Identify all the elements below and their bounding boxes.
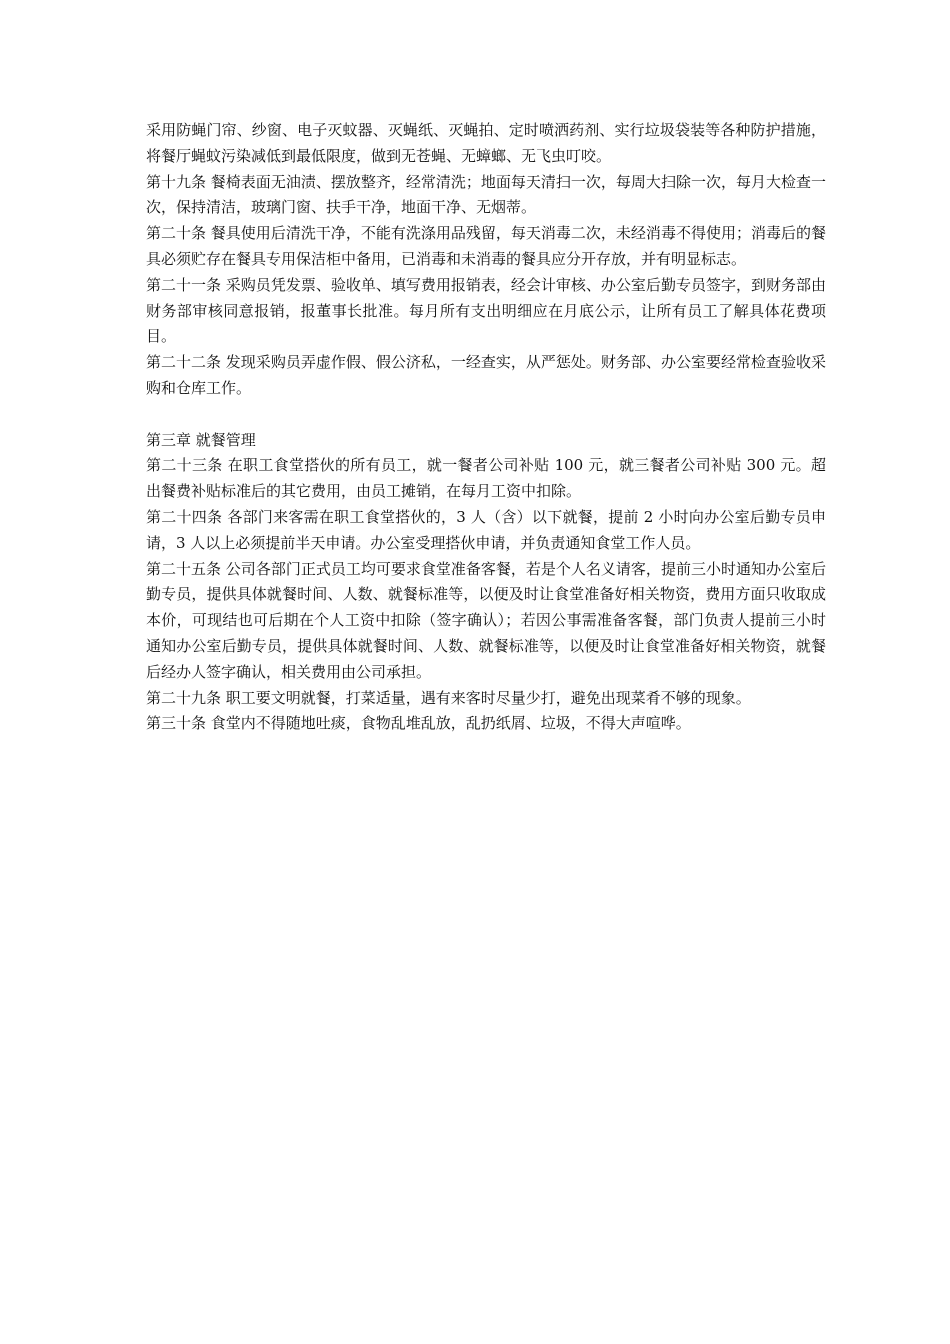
paragraph-article-24: 第二十四条 各部门来客需在职工食堂搭伙的，3 人（含）以下就餐，提前 2 小时向办公室后勤专员申请，3 人以上必须提前半天申请。办公室受理搭伙申请，并负责通知食堂工作人员。 (146, 507, 826, 552)
paragraph-pest-control: 采用防蝇门帘、纱窗、电子灭蚊器、灭蝇纸、灭蝇拍、定时喷洒药剂、实行垃圾袋装等各种防护措施，将餐厅蝇蚊污染减低到最低限度，做到无苍蝇、无蟑螂、无飞虫叮咬。 (146, 121, 826, 165)
paragraph-article-20: 第二十条 餐具使用后清洗干净，不能有洗涤用品残留，每天消毒二次，未经消毒不得使用；消毒后的餐具必须贮存在餐具专用保洁柜中备用，已消毒和未消毒的餐具应分开存放，并有明显标志。 (146, 224, 826, 268)
document-body (146, 118, 826, 737)
paragraph-article-30: 第三十条 食堂内不得随地吐痰，食物乱堆乱放，乱扔纸屑、垃圾，不得大声喧哗。 (146, 714, 691, 733)
paragraph-article-19: 第十九条 餐椅表面无油渍、摆放整齐，经常清洗；地面每天清扫一次，每周大扫除一次，每月大检查一次，保持清洁，玻璃门窗、扶手干净，地面干净、无烟蒂。 (146, 172, 826, 217)
paragraph-article-29: 第二十九条 职工要文明就餐，打菜适量，遇有来客时尽量少打，避免出现菜肴不够的现象。 (146, 688, 751, 707)
paragraph-article-22: 第二十二条 发现采购员弄虚作假、假公济私，一经查实，从严惩处。财务部、办公室要经常检查验收采购和仓库工作。 (146, 353, 826, 397)
paragraph-article-23: 第二十三条 在职工食堂搭伙的所有员工，就一餐者公司补贴 100 元，就三餐者公司补贴 300 元。超出餐费补贴标准后的其它费用，由员工摊销，在每月工资中扣除。 (146, 456, 826, 501)
paragraph-article-25: 第二十五条 公司各部门正式员工均可要求食堂准备客餐，若是个人名义请客，提前三小时通知办公室后勤专员，提供具体就餐时间、人数、就餐标准等，以便及时让食堂准备好相关物资，费用方面只收取成本价，可现结也可后期在个人工资中扣除（签字确认）；若因公事需准备客餐，部门负责人提前三小时通知办公室后勤专员，提供具体就餐时间、人数、就餐标准等，以便及时让食堂准备好相关物资，就餐后经办人签字确认，相关费用由公司承担。 (146, 559, 826, 681)
chapter-title: 第三章 就餐管理 (146, 430, 256, 449)
blank-line (146, 402, 826, 428)
paragraph-article-21: 第二十一条 采购员凭发票、验收单、填写费用报销表，经会计审核、办公室后勤专员签字，到财务部由财务部审核同意报销，报董事长批准。每月所有支出明细应在月底公示，让所有员工了解具体花费项目。 (146, 275, 826, 346)
